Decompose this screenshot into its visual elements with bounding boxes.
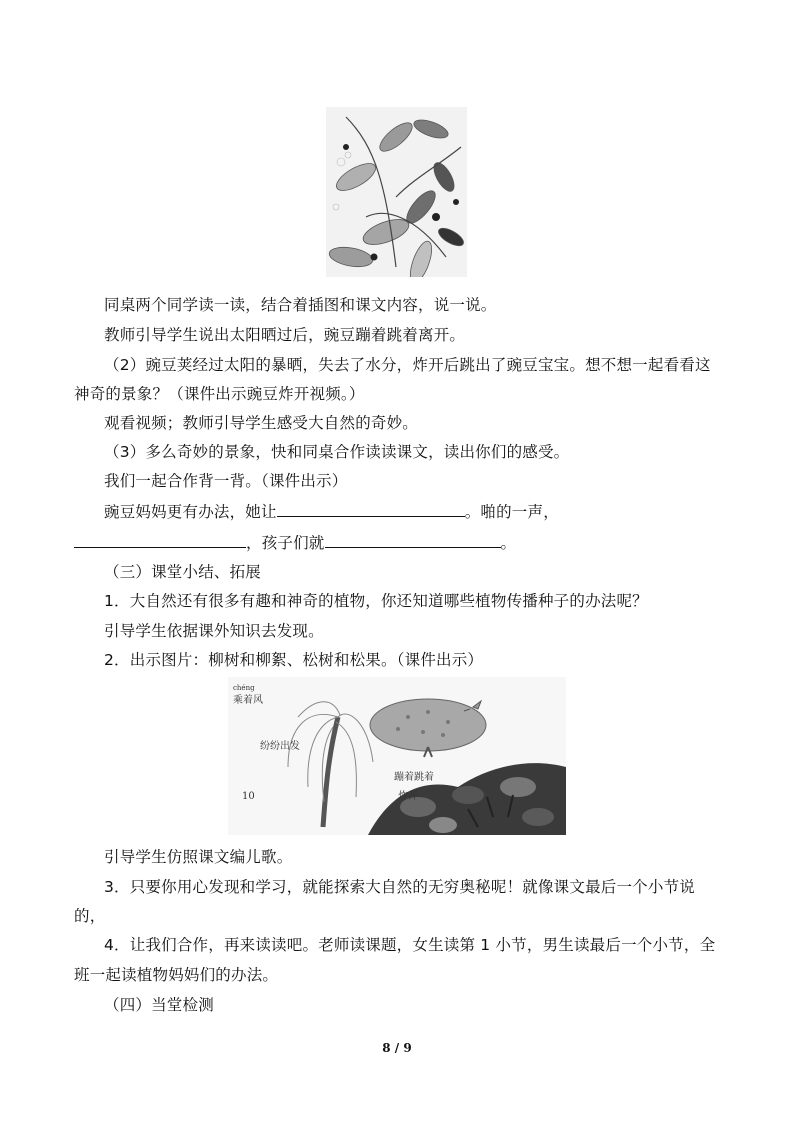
section-3-heading: （三）课堂小结、拓展 — [104, 563, 262, 581]
item-2: 2．出示图片：柳树和柳絮、松树和松果。（课件出示） — [104, 651, 484, 669]
answer-blank-2[interactable] — [74, 533, 246, 548]
text-line-5: 观看视频；教师引导学生感受大自然的奇妙。 — [104, 414, 419, 432]
fill-in-line-2 — [74, 533, 516, 553]
item-4-line-2: 班一起读植物妈妈们的办法。 — [74, 966, 279, 984]
item-1-note: 引导学生依据课外知识去发现。 — [104, 622, 324, 640]
label-page-number: 10 — [242, 791, 255, 802]
fill-in-line-1 — [104, 502, 559, 522]
after-image-text: 引导学生仿照课文编儿歌。 — [104, 848, 293, 866]
label-ride-wind: 乘着风 — [233, 695, 263, 706]
answer-blank-1[interactable] — [277, 502, 465, 517]
page-number-footer: 8 / 9 — [382, 1041, 412, 1055]
label-pinyin: chéng — [233, 684, 255, 692]
label-explode: 炸开 — [398, 791, 418, 802]
text-line-1: 同桌两个同学读一读，结合着插图和课文内容，说一说。 — [104, 296, 497, 314]
text-line-2: 教师引导学生说出太阳晒过后，豌豆蹦着跳着离开。 — [104, 326, 466, 344]
item-3-line-2: 的， — [74, 907, 106, 925]
section-4-heading: （四）当堂检测 — [104, 996, 214, 1014]
text-line-4: 神奇的景象？（课件出示豌豆炸开视频。） — [74, 385, 365, 403]
fill-line2-after: 。 — [500, 534, 517, 552]
item-4-line-1: 4．让我们合作，再来读读吧。老师读课题，女生读第 1 小节，男生读最后一个小节，全 — [104, 936, 716, 954]
item-3-line-1: 3．只要你用心发现和学习，就能探索大自然的无穷奥秘呢！就像课文最后一个小节说 — [104, 878, 695, 896]
answer-blank-3[interactable] — [325, 533, 501, 548]
fill-line2-middle: ，孩子们就 — [246, 534, 325, 552]
item-1: 1．大自然还有很多有趣和神奇的植物，你还知道哪些植物传播种子的办法呢？ — [104, 592, 648, 610]
text-line-7: 我们一起合作背一背。（课件出示） — [104, 472, 348, 490]
plants-illustration — [228, 677, 566, 835]
fill-line1-after: 。啪的一声， — [464, 503, 559, 521]
fill-line1-before: 豌豆妈妈更有办法，她让 — [104, 503, 277, 521]
text-line-3: （2）豌豆荚经过太阳的暴晒，失去了水分，炸开后跳出了豌豆宝宝。想不想一起看看这 — [104, 356, 711, 374]
pea-pod-illustration — [326, 107, 467, 277]
label-scatter: 纷纷出发 — [260, 741, 300, 752]
text-line-6: （3）多么奇妙的景象，快和同桌合作读读课文，读出你们的感受。 — [104, 443, 570, 461]
label-hop: 蹦着跳着 — [394, 772, 434, 783]
